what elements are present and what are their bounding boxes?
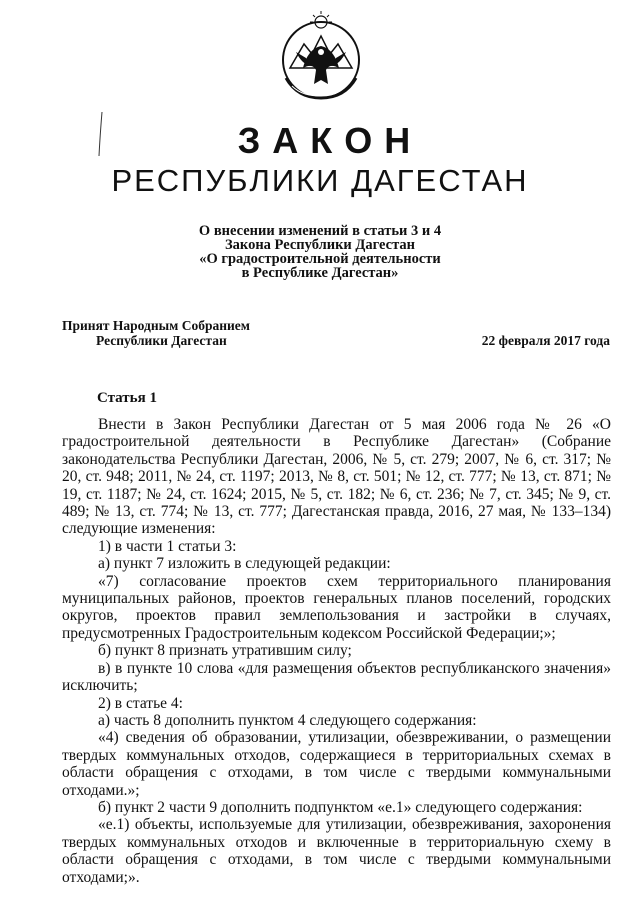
- law-subtitle: [140, 224, 500, 280]
- subtitle-line: в Республике Дагестан»: [241, 265, 399, 281]
- paragraph: Внести в Закон Республики Дагестан от 5 мая 2006 года № 26 «О градостроительной деятельности в Республике Дагестан» (Собрание законодательства Республики Дагестан, 2006, № 5, ст. 279; 2007, № 6, ст. 317; № 20, ст. 948; 2011, № 24, ст. 1197; 2013, № 8, ст. 501; № 12, ст. 777; № 13, ст. 871; № 19, ст. 1187; № 24, ст. 1624; 2015, № 5, ст. 182; № 6, ст. 236; № 7, ст. 345; № 9, ст. 489; № 13, ст. 774; № 13, ст. 777; Дагестанская правда, 2016, 27 мая, № 133–134) следующие изменения:: [62, 416, 611, 538]
- paragraph: в) в пункте 10 слова «для размещения объектов республиканского значения» исключить;: [62, 659, 611, 695]
- adoption-block: [62, 318, 250, 348]
- paragraph: 1) в части 1 статьи 3:: [98, 537, 237, 555]
- paragraph: а) часть 8 дополнить пунктом 4 следующего содержания:: [98, 711, 477, 729]
- subtitle-line: Закона Республики Дагестан: [225, 237, 415, 253]
- article-body: [62, 416, 611, 886]
- subtitle-line: «О градостроительной деятельности: [199, 251, 441, 267]
- paragraph: а) пункт 7 изложить в следующей редакции:: [98, 555, 391, 573]
- adoption-date: 22 февраля 2017 года: [481, 333, 610, 348]
- paragraph: «е.1) объекты, используемые для утилизации, обезвреживания, захоронения твердых коммунальных отходов и включенные в территориальную схему в области обращения с отходами, в том числе с твердыми коммунальными отходами;».: [62, 816, 611, 886]
- dagestan-coat-of-arms-icon: [276, 8, 366, 104]
- paragraph: 2) в статье 4:: [98, 694, 183, 712]
- paragraph: «7) согласование проектов схем территориального планирования муниципальных районов, проектов генеральных планов поселений, городских округов, проектов правил землепользования и застройки в случаях, предусмотренных Градостроительным кодексом Российской Федерации;»;: [62, 572, 611, 642]
- subtitle-line: О внесении изменений в статьи 3 и 4: [198, 223, 442, 239]
- document-title: ЗАКОН: [237, 120, 423, 161]
- paragraph: б) пункт 2 части 9 дополнить подпунктом «е.1» следующего содержания:: [98, 798, 583, 816]
- paragraph: «4) сведения об образовании, утилизации, обезвреживании, о размещении твердых коммунальных отходов, содержащиеся в территориальных схемах в области обращения с отходами, в том числе с твердыми коммунальными отходами.»;: [62, 729, 611, 799]
- adopted-by-line: Принят Народным Собранием: [62, 318, 250, 333]
- document-title-republic: РЕСПУБЛИКИ ДАГЕСТАН: [111, 163, 529, 198]
- paragraph: б) пункт 8 признать утратившим силу;: [98, 642, 352, 660]
- adopted-by-line-2: Республики Дагестан: [96, 333, 227, 348]
- article-heading: Статья 1: [97, 390, 157, 406]
